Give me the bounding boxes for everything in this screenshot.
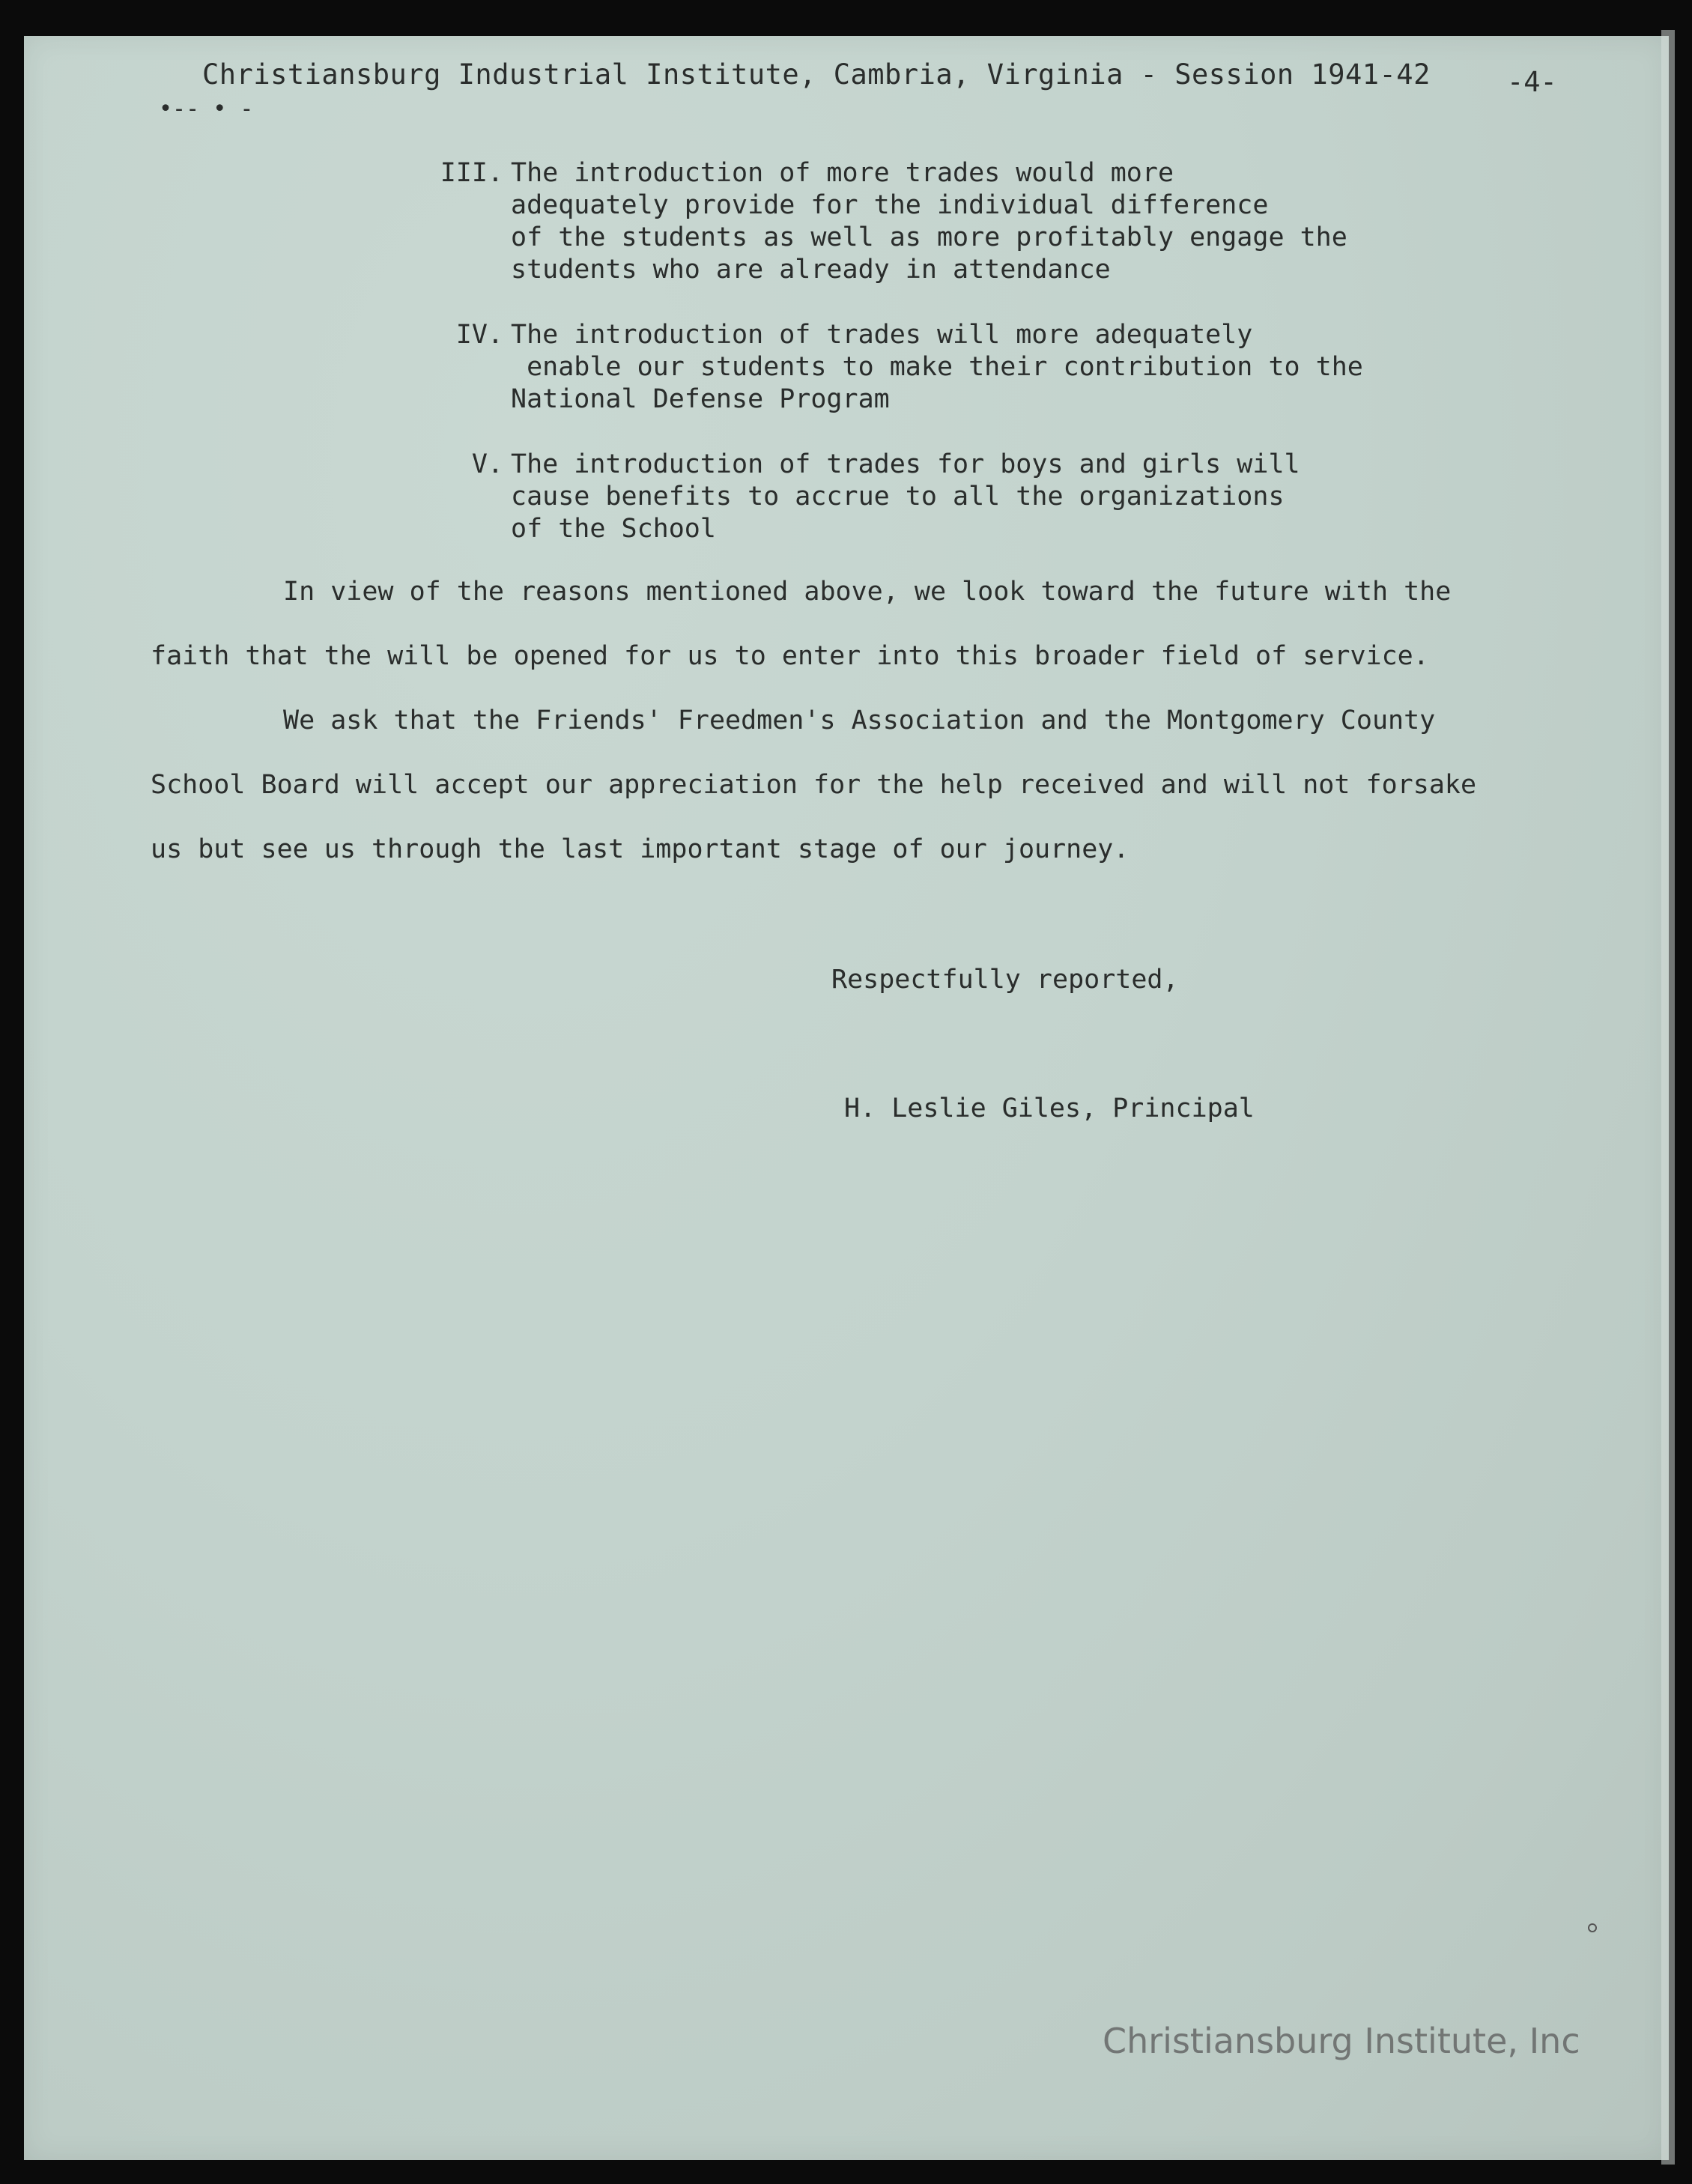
item-text: The introduction of trades for boys and girls will cause benefits to accrue to all the organizations of the School	[511, 449, 1300, 544]
item-text: The introduction of more trades would more adequately provide for the individual difference of the students as well as more profitably engage the students who are already in attendance	[511, 158, 1347, 285]
item-numeral: IV.	[455, 320, 503, 350]
document-page	[24, 36, 1669, 2160]
paragraph-1-line-2: faith that the will be opened for us to enter into this broader field of service.	[151, 641, 1429, 671]
paragraph-2-line-1: We ask that the Friends' Freedmen's Association and the Montgomery County	[283, 706, 1436, 735]
paragraph-2-line-3: us but see us through the last important stage of our journey.	[151, 834, 1129, 864]
paper-mark-dot	[1588, 1923, 1597, 1932]
item-numeral: III.	[440, 158, 503, 188]
list-item-iv	[413, 319, 1612, 424]
document-header: Christiansburg Industrial Institute, Cambria, Virginia - Session 1941-42	[202, 58, 1431, 91]
closing-line: Respectfully reported,	[831, 965, 1179, 995]
paragraph-1-line-1: In view of the reasons mentioned above, we look toward the future with the	[283, 577, 1452, 607]
page-number: -4-	[1507, 66, 1557, 98]
list-item-v	[413, 449, 1612, 553]
watermark: Christiansburg Institute, Inc	[1103, 2021, 1580, 2061]
item-numeral: V.	[471, 449, 503, 479]
item-text: The introduction of trades will more adequately enable our students to make their contribution to the National Defense Program	[511, 320, 1363, 414]
list-item-iii	[413, 157, 1612, 292]
paper-edge	[1661, 30, 1675, 2165]
paragraph-2-line-2: School Board will accept our appreciation for the help received and will not forsake	[151, 770, 1477, 800]
margin-mark: •-- • -	[159, 96, 254, 122]
signature: H. Leslie Giles, Principal	[844, 1093, 1255, 1123]
